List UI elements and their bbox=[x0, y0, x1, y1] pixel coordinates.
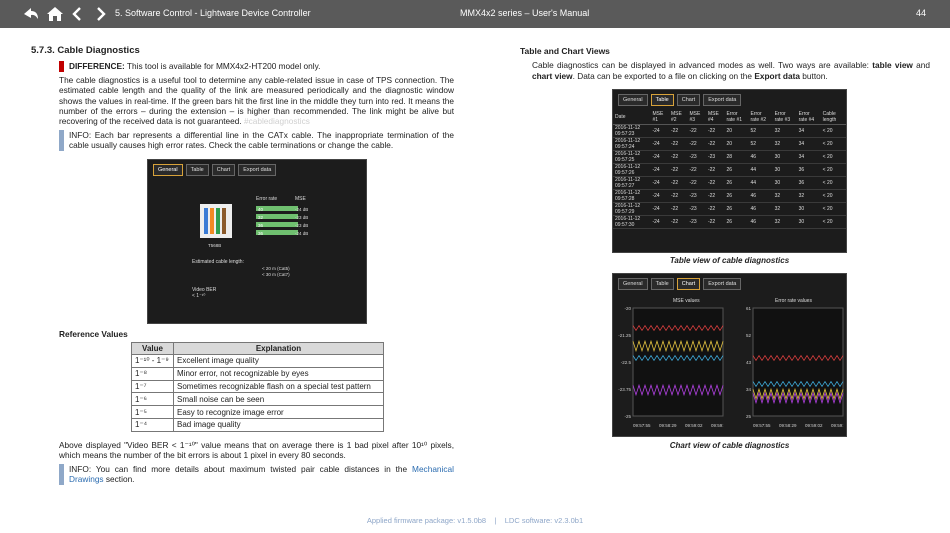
table-cell: -22 bbox=[687, 164, 706, 177]
table-cell: 46 bbox=[749, 151, 773, 164]
table-cell: -23 bbox=[706, 151, 725, 164]
intro-part: and bbox=[912, 60, 930, 71]
x-tick-label: 09:58:29 bbox=[779, 423, 797, 428]
table-cell: -23 bbox=[687, 190, 706, 203]
table-cell: 32 bbox=[773, 190, 797, 203]
table-cell: 44 bbox=[749, 164, 773, 177]
column-header[interactable]: Cable length bbox=[821, 110, 846, 125]
error-chart-title: Error rate values bbox=[775, 298, 812, 304]
table-cell: -23 bbox=[687, 203, 706, 216]
table-cell: 34 bbox=[797, 125, 821, 138]
column-header[interactable]: MSE #1 bbox=[650, 110, 669, 125]
manual-title: MMX4x2 series – User's Manual bbox=[460, 8, 590, 18]
chart-caption: Chart view of cable diagnostics bbox=[669, 441, 790, 450]
table-cell: < 20 bbox=[821, 203, 846, 216]
header-bar bbox=[0, 0, 950, 28]
subsection-title: Table and Chart Views bbox=[520, 46, 610, 56]
views-intro bbox=[520, 60, 930, 81]
table-cell: -24 bbox=[650, 177, 669, 190]
table-tabs bbox=[613, 90, 846, 110]
lower-text bbox=[59, 440, 454, 491]
intro-part: . Data can be exported to a file on clicking on the bbox=[572, 70, 755, 81]
table-cell: 20 bbox=[724, 125, 748, 138]
table-row bbox=[132, 355, 384, 368]
table-cell: 2016-11-12 09:57:25 bbox=[613, 151, 650, 164]
hashtag: #cablediagnostics bbox=[243, 116, 310, 127]
mechanical-drawings-link[interactable]: Mechanical Drawings bbox=[69, 463, 454, 485]
cell-explanation: Minor error, not recognizable by eyes bbox=[174, 367, 384, 380]
tab-export[interactable]: Export data bbox=[703, 94, 741, 106]
table-cell: -22 bbox=[687, 177, 706, 190]
y-tick-label: 43 bbox=[745, 360, 751, 365]
table-cell: -22 bbox=[687, 138, 706, 151]
info2-suffix: section. bbox=[103, 474, 135, 485]
chart-tabs bbox=[613, 274, 846, 294]
diag-tabs bbox=[148, 160, 366, 180]
bar-value: 32 bbox=[258, 215, 264, 220]
table-cell: -22 bbox=[669, 177, 688, 190]
table-cell: -22 bbox=[706, 125, 725, 138]
table-cell: -22 bbox=[669, 151, 688, 164]
table-cell: -24 bbox=[650, 203, 669, 216]
home-icon[interactable] bbox=[46, 4, 64, 24]
table-row bbox=[132, 380, 384, 393]
table-cell: 26 bbox=[724, 203, 748, 216]
table-cell: 32 bbox=[773, 125, 797, 138]
cell-explanation: Sometimes recognizable flash on a special test pattern bbox=[174, 380, 384, 393]
y-tick-label: 25 bbox=[745, 414, 751, 419]
table-cell: 36 bbox=[797, 177, 821, 190]
tab-general[interactable]: General bbox=[618, 278, 648, 290]
column-header[interactable]: Date bbox=[613, 110, 650, 125]
bar-value: 36 bbox=[258, 223, 264, 228]
y-tick-label: -25 bbox=[624, 414, 631, 419]
ber-value: < 1⁻¹⁰ bbox=[192, 293, 206, 299]
column-header[interactable]: MSE #4 bbox=[706, 110, 725, 125]
table-cell: 52 bbox=[749, 138, 773, 151]
length-label: Estimated cable length: bbox=[192, 259, 244, 265]
column-header[interactable]: Error rate #2 bbox=[749, 110, 773, 125]
tab-export[interactable]: Export data bbox=[238, 164, 276, 176]
table-cell: 26 bbox=[724, 164, 748, 177]
tab-table[interactable]: Table bbox=[651, 94, 674, 106]
table-row[interactable] bbox=[613, 177, 846, 190]
back-icon[interactable] bbox=[22, 4, 40, 24]
table-cell: 2016-11-12 09:57:27 bbox=[613, 177, 650, 190]
tab-general[interactable]: General bbox=[153, 164, 183, 176]
table-cell: 32 bbox=[773, 203, 797, 216]
error-rate-header: Error rate bbox=[256, 196, 278, 202]
table-cell: -23 bbox=[687, 216, 706, 229]
difference-note bbox=[59, 61, 454, 71]
column-header[interactable]: Error rate #3 bbox=[773, 110, 797, 125]
rj45-connector-icon bbox=[200, 204, 232, 238]
table-cell: -22 bbox=[687, 125, 706, 138]
bar-value: 40 bbox=[258, 207, 264, 212]
table-cell: 30 bbox=[773, 177, 797, 190]
table-cell: 30 bbox=[797, 216, 821, 229]
table-cell: -22 bbox=[669, 203, 688, 216]
table-cell: -24 bbox=[650, 216, 669, 229]
table-cell: 2016-11-12 09:57:29 bbox=[613, 203, 650, 216]
tab-table[interactable]: Table bbox=[651, 278, 674, 290]
table-row bbox=[132, 418, 384, 431]
bar-values bbox=[258, 206, 263, 238]
column-header[interactable]: Error rate #1 bbox=[724, 110, 748, 125]
diagnostics-screenshot bbox=[147, 159, 367, 324]
cell-value: 1⁻⁴ bbox=[132, 418, 174, 431]
connector-label: T568B bbox=[208, 243, 222, 248]
y-tick-label: 52 bbox=[745, 333, 751, 338]
x-tick-label: 09:57:55 bbox=[633, 423, 651, 428]
column-header[interactable]: MSE #3 bbox=[687, 110, 706, 125]
reference-table-wrap bbox=[59, 342, 384, 432]
table-cell: 26 bbox=[724, 216, 748, 229]
table-row[interactable] bbox=[613, 151, 846, 164]
mse-value: -23 dB bbox=[295, 215, 309, 220]
table-cell: -22 bbox=[706, 164, 725, 177]
table-cell: -22 bbox=[669, 190, 688, 203]
table-cell: 32 bbox=[797, 190, 821, 203]
x-tick-label: 09:59:02 bbox=[685, 423, 703, 428]
table-cell: 52 bbox=[749, 125, 773, 138]
length-cat7: < 30 m (Cat7) bbox=[262, 272, 290, 277]
mse-value: -23 dB bbox=[295, 223, 309, 228]
chapter-title: 5. Software Control - Lightware Device Controller bbox=[115, 8, 311, 18]
cable-table-header bbox=[613, 110, 846, 125]
table-cell: 30 bbox=[773, 151, 797, 164]
table-row[interactable] bbox=[613, 138, 846, 151]
table-cell: 32 bbox=[773, 216, 797, 229]
table-cell: -22 bbox=[706, 203, 725, 216]
tab-chart[interactable]: Chart bbox=[677, 278, 700, 290]
table-row[interactable] bbox=[613, 125, 846, 138]
chart-graphic bbox=[613, 298, 848, 438]
bar-value: 36 bbox=[258, 231, 264, 236]
table-cell: < 20 bbox=[821, 216, 846, 229]
intro-paragraph bbox=[59, 75, 454, 127]
plot-area bbox=[633, 308, 723, 416]
y-tick-label: -22.5 bbox=[620, 360, 631, 365]
tab-general[interactable]: General bbox=[618, 94, 648, 106]
table-cell: -22 bbox=[706, 138, 725, 151]
cable-data-table bbox=[613, 110, 846, 229]
intro-text: The cable diagnostics is a useful tool to determine any cable-related issue in case of TPS connection. The estimated cable length and the quality of the link are measured periodically and the diagnostic window shows the values in real-time. If the green bars hit the first line in the middle they turn into red. It means the number of the errors – during the extension – is higher than recommended. The link might be alive but recovering of the received data is not guaranteed. bbox=[59, 74, 454, 127]
column-header[interactable]: MSE #2 bbox=[669, 110, 688, 125]
table-row bbox=[132, 393, 384, 406]
table-cell: 34 bbox=[797, 138, 821, 151]
table-cell: 2016-11-12 09:57:28 bbox=[613, 190, 650, 203]
table-cell: 46 bbox=[749, 190, 773, 203]
left-column bbox=[31, 45, 454, 157]
table-cell: 46 bbox=[749, 203, 773, 216]
y-tick-label: -21.25 bbox=[618, 333, 631, 338]
table-cell: < 20 bbox=[821, 190, 846, 203]
tab-chart[interactable]: Chart bbox=[212, 164, 235, 176]
x-tick-label: 09:57:55 bbox=[753, 423, 771, 428]
table-cell: 2016-11-12 09:57:23 bbox=[613, 125, 650, 138]
intro-part: Cable diagnostics can be displayed in advanced modes as well. Two ways are available: bbox=[532, 60, 873, 71]
table-cell: 2016-11-12 09:57:26 bbox=[613, 164, 650, 177]
table-cell: < 20 bbox=[821, 138, 846, 151]
table-cell: < 20 bbox=[821, 125, 846, 138]
table-cell: < 20 bbox=[821, 177, 846, 190]
cell-value: 1⁻⁸ bbox=[132, 367, 174, 380]
ldc-version: LDC software: v2.3.0b1 bbox=[504, 516, 584, 525]
export-data-term: Export data bbox=[754, 70, 800, 81]
mse-header: MSE bbox=[295, 196, 306, 202]
table-caption: Table view of cable diagnostics bbox=[669, 256, 790, 265]
table-cell: -24 bbox=[650, 151, 669, 164]
table-row bbox=[132, 406, 384, 419]
difference-label: DIFFERENCE: bbox=[69, 61, 125, 72]
column-header[interactable]: Error rate #4 bbox=[797, 110, 821, 125]
table-cell: -24 bbox=[650, 164, 669, 177]
y-tick-label: 34 bbox=[745, 387, 751, 392]
cell-value: 1⁻⁵ bbox=[132, 406, 174, 419]
intro-part: button. bbox=[799, 70, 828, 81]
chevron-left-icon[interactable] bbox=[70, 4, 88, 24]
tab-chart[interactable]: Chart bbox=[677, 94, 700, 106]
reference-title: Reference Values bbox=[59, 329, 128, 339]
table-cell: -22 bbox=[669, 138, 688, 151]
cell-value: 1⁻⁶ bbox=[132, 393, 174, 406]
table-cell: -24 bbox=[650, 138, 669, 151]
table-cell: 28 bbox=[724, 151, 748, 164]
table-cell: 2016-11-12 09:57:30 bbox=[613, 216, 650, 229]
table-cell: < 20 bbox=[821, 151, 846, 164]
chevron-right-icon[interactable] bbox=[94, 4, 112, 24]
table-cell: -22 bbox=[669, 164, 688, 177]
table-cell: -22 bbox=[669, 216, 688, 229]
cell-value: 1⁻¹⁰ - 1⁻⁹ bbox=[132, 355, 174, 368]
info-note-1: INFO: Each bar represents a differential line in the CATx cable. The inappropriate termination of the cable usually causes high error rates. Check the cable terminations or change the cable. bbox=[59, 130, 454, 151]
cell-value: 1⁻⁷ bbox=[132, 380, 174, 393]
chart-view-screenshot bbox=[612, 273, 847, 437]
cell-explanation: Small noise can be seen bbox=[174, 393, 384, 406]
mse-chart-title: MSE values bbox=[673, 298, 700, 304]
firmware-version: Applied firmware package: v1.5.0b8 bbox=[366, 516, 487, 525]
x-tick-label: 09:59: bbox=[831, 423, 844, 428]
table-cell: -24 bbox=[650, 125, 669, 138]
y-tick-label: -23.75 bbox=[618, 387, 631, 392]
page-number: 44 bbox=[915, 8, 926, 18]
section-title: 5.7.3. Cable Diagnostics bbox=[31, 45, 140, 56]
table-cell: 26 bbox=[724, 177, 748, 190]
ber-block bbox=[192, 287, 216, 299]
table-row[interactable] bbox=[613, 203, 846, 216]
cell-explanation: Bad image quality bbox=[174, 418, 384, 431]
tab-table[interactable]: Table bbox=[186, 164, 209, 176]
table-cell: 30 bbox=[773, 164, 797, 177]
table-cell: -22 bbox=[706, 177, 725, 190]
table-cell: < 20 bbox=[821, 164, 846, 177]
x-tick-label: 09:59:02 bbox=[805, 423, 823, 428]
table-cell: -22 bbox=[669, 125, 688, 138]
table-cell: -22 bbox=[706, 216, 725, 229]
mse-values bbox=[295, 206, 308, 238]
ber-label: Video BER bbox=[192, 287, 217, 293]
info2-text: INFO: You can find more details about maximum twisted pair cable distances in the bbox=[69, 463, 413, 474]
table-row[interactable] bbox=[613, 164, 846, 177]
x-tick-label: 09:59: bbox=[711, 423, 724, 428]
cable-table-body bbox=[613, 125, 846, 229]
table-row[interactable] bbox=[613, 216, 846, 229]
cell-explanation: Easy to recognize image error bbox=[174, 406, 384, 419]
difference-text: This tool is available for MMX4x2-HT200 model only. bbox=[124, 61, 321, 72]
table-view-term: table view bbox=[872, 60, 913, 71]
table-cell: 34 bbox=[797, 151, 821, 164]
right-column bbox=[520, 46, 930, 84]
footer-separator: | bbox=[494, 516, 497, 525]
cell-explanation: Excellent image quality bbox=[174, 355, 384, 368]
table-row[interactable] bbox=[613, 190, 846, 203]
col-value: Value bbox=[132, 343, 174, 355]
table-cell: 30 bbox=[797, 203, 821, 216]
table-cell: 46 bbox=[749, 216, 773, 229]
mse-value: -24 dB bbox=[295, 207, 309, 212]
chart-view-term: chart view bbox=[532, 70, 573, 81]
table-cell: 36 bbox=[797, 164, 821, 177]
table-cell: 32 bbox=[773, 138, 797, 151]
y-tick-label: 61 bbox=[745, 306, 751, 311]
footer bbox=[0, 516, 950, 525]
table-row bbox=[132, 367, 384, 380]
length-values bbox=[262, 266, 290, 278]
col-explanation: Explanation bbox=[174, 343, 384, 355]
tab-export[interactable]: Export data bbox=[703, 278, 741, 290]
table-cell: -23 bbox=[687, 151, 706, 164]
reference-table bbox=[131, 342, 384, 432]
mse-value: -24 dB bbox=[295, 231, 309, 236]
table-cell: -22 bbox=[706, 190, 725, 203]
table-cell: 44 bbox=[749, 177, 773, 190]
table-cell: 2016-11-12 09:57:24 bbox=[613, 138, 650, 151]
length-cat5: < 20 m (Cat5) bbox=[262, 266, 290, 271]
x-tick-label: 09:58:29 bbox=[659, 423, 677, 428]
nav-icons bbox=[22, 4, 112, 24]
ber-explanation: Above displayed "Video BER < 1⁻¹⁰" value means that on average there is 1 bad pixel after 10¹⁰ pixels, which means the number of the bit errors is about 1 pixel in every 80 seconds. bbox=[59, 440, 454, 461]
table-cell: -24 bbox=[650, 190, 669, 203]
info-note-2 bbox=[59, 464, 454, 485]
table-cell: 20 bbox=[724, 138, 748, 151]
table-cell: 26 bbox=[724, 190, 748, 203]
y-tick-label: -20 bbox=[624, 306, 631, 311]
diag-graphic bbox=[148, 182, 368, 322]
table-view-screenshot bbox=[612, 89, 847, 253]
